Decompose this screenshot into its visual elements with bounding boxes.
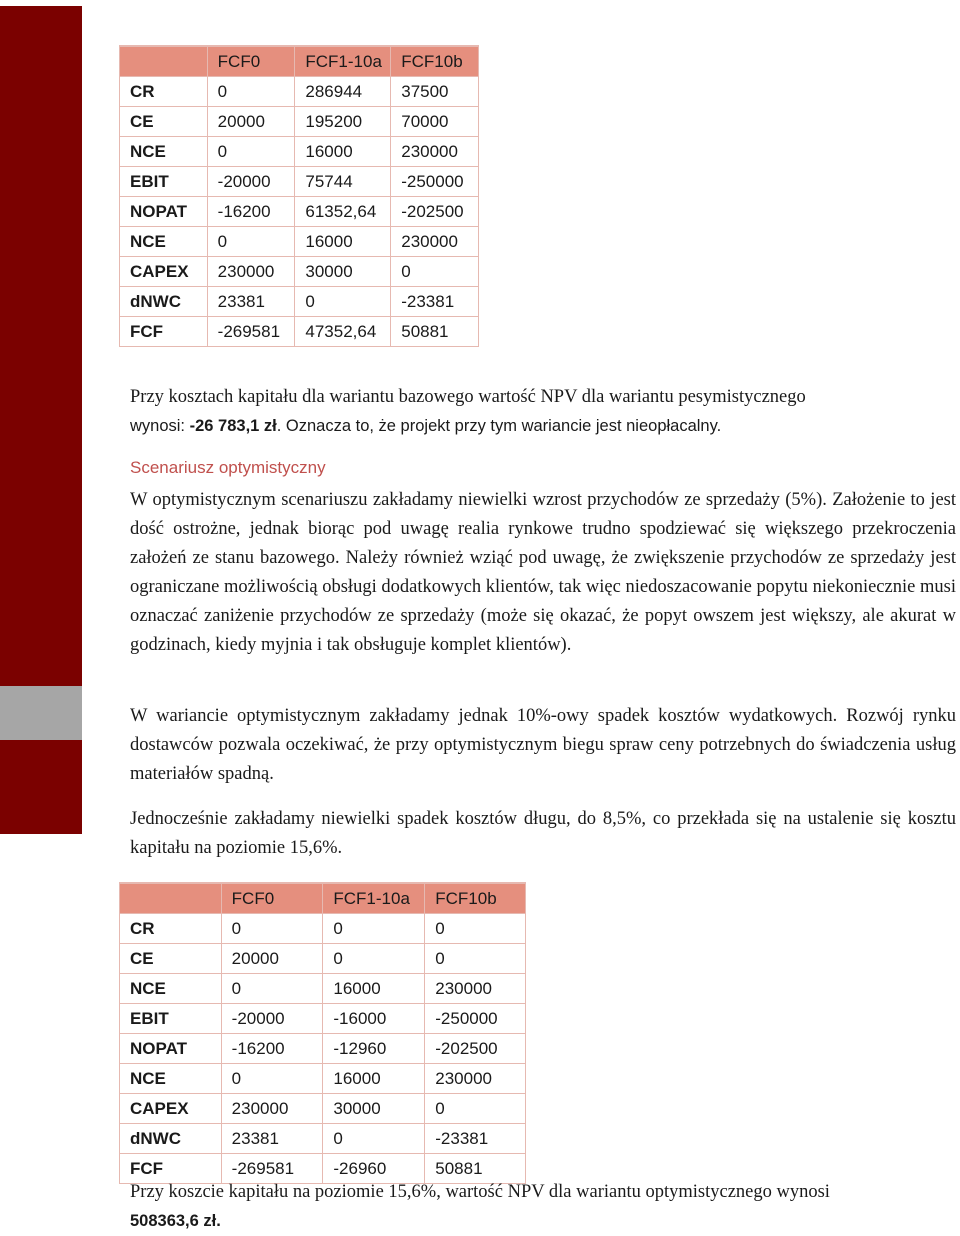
- value-cell: 75744: [295, 167, 391, 197]
- header-cell: FCF10b: [425, 883, 526, 914]
- row-label-cell: CE: [120, 944, 222, 974]
- table-row: [120, 1094, 526, 1124]
- value-cell: 0: [221, 974, 323, 1004]
- paragraph-line: [130, 412, 956, 441]
- value-cell: 20000: [221, 944, 323, 974]
- npv-optimistic-paragraph: [130, 1178, 956, 1236]
- value-cell: -202500: [391, 197, 479, 227]
- value-cell: 20000: [207, 107, 295, 137]
- header-cell: FCF0: [221, 883, 323, 914]
- table-row: [120, 1064, 526, 1094]
- table-row: [120, 257, 479, 287]
- table-row: [120, 77, 479, 107]
- row-label-cell: NOPAT: [120, 1034, 222, 1064]
- table-row: [120, 914, 526, 944]
- row-label-cell: CE: [120, 107, 208, 137]
- value-cell: 16000: [323, 1064, 425, 1094]
- table-row: [120, 287, 479, 317]
- value-cell: 230000: [391, 227, 479, 257]
- value-cell: 30000: [295, 257, 391, 287]
- value-cell: 0: [323, 914, 425, 944]
- value-cell: -20000: [221, 1004, 323, 1034]
- header-cell: [120, 46, 208, 77]
- value-cell: 16000: [323, 974, 425, 1004]
- row-label-cell: NCE: [120, 974, 222, 1004]
- row-label-cell: CR: [120, 914, 222, 944]
- value-cell: 0: [323, 1124, 425, 1154]
- value-cell: 37500: [391, 77, 479, 107]
- value-cell: 0: [323, 944, 425, 974]
- table-header-row: [120, 883, 526, 914]
- value-cell: 286944: [295, 77, 391, 107]
- row-label-cell: CAPEX: [120, 1094, 222, 1124]
- value-cell: -12960: [323, 1034, 425, 1064]
- row-label-cell: dNWC: [120, 1124, 222, 1154]
- value-cell: 23381: [207, 287, 295, 317]
- header-cell: [120, 883, 222, 914]
- row-label-cell: FCF: [120, 317, 208, 347]
- value-cell: 0: [295, 287, 391, 317]
- value-cell: 0: [425, 914, 526, 944]
- value-cell: 30000: [323, 1094, 425, 1124]
- npv-value: -26 783,1 zł: [189, 417, 277, 435]
- table-row: [120, 197, 479, 227]
- value-cell: 230000: [207, 257, 295, 287]
- value-cell: 23381: [221, 1124, 323, 1154]
- table-row: [120, 1124, 526, 1154]
- value-cell: -20000: [207, 167, 295, 197]
- paragraph-line: Przy koszcie kapitału na poziomie 15,6%, wartość NPV dla wariantu optymistycznego wynosi: [130, 1182, 830, 1202]
- table-row: [120, 974, 526, 1004]
- value-cell: -23381: [391, 287, 479, 317]
- fcf-table-pessimistic: [119, 45, 479, 347]
- header-cell: FCF0: [207, 46, 295, 77]
- value-cell: -269581: [221, 1154, 323, 1184]
- npv-value: 508363,6 zł.: [130, 1212, 221, 1230]
- paragraph-line: Przy kosztach kapitału dla wariantu bazowego wartość NPV dla wariantu pesymistycznego: [130, 387, 806, 407]
- row-label-cell: FCF: [120, 1154, 222, 1184]
- value-cell: -250000: [425, 1004, 526, 1034]
- value-cell: 50881: [391, 317, 479, 347]
- optimistic-paragraph-1: W optymistycznym scenariuszu zakładamy niewielki wzrost przychodów ze sprzedaży (5%). Założenie to jest dość ostrożne, jednak biorąc pod uwagę realia rynkowe trudno spodziewać się większego przekroczenia założeń ze stanu bazowego. Należy również wziąć pod uwagę, że zwiększenie przychodów ze sprzedaży jest ograniczane możliwością obsługi dodatkowych klientów, tak więc niedoszacowanie popytu niekoniecznie musi oznaczać zaniżenie przychodów ze sprzedaży (może się okazać, że popyt owszem jest większy, ale akurat w godzinach, kiedy myjnia i tak obsługuje komplet klientów).: [130, 490, 956, 655]
- value-cell: 195200: [295, 107, 391, 137]
- row-label-cell: EBIT: [120, 1004, 222, 1034]
- value-cell: -23381: [425, 1124, 526, 1154]
- value-cell: 0: [207, 77, 295, 107]
- value-cell: 230000: [425, 974, 526, 1004]
- row-label-cell: EBIT: [120, 167, 208, 197]
- value-cell: 230000: [425, 1064, 526, 1094]
- header-cell: FCF1-10a: [295, 46, 391, 77]
- value-cell: 0: [207, 137, 295, 167]
- table-row: [120, 1034, 526, 1064]
- value-cell: -16200: [207, 197, 295, 227]
- fcf-table-optimistic: [119, 882, 526, 1184]
- value-cell: 230000: [391, 137, 479, 167]
- table-row: [120, 227, 479, 257]
- row-label-cell: dNWC: [120, 287, 208, 317]
- value-cell: 47352,64: [295, 317, 391, 347]
- npv-pessimistic-paragraph: [130, 383, 956, 441]
- row-label-cell: NCE: [120, 1064, 222, 1094]
- sidebar-accent: [0, 686, 82, 740]
- table-row: [120, 317, 479, 347]
- table-row: [120, 137, 479, 167]
- value-cell: 16000: [295, 227, 391, 257]
- table-row: [120, 1004, 526, 1034]
- row-label-cell: NCE: [120, 227, 208, 257]
- optimistic-paragraph-3: Jednocześnie zakładamy niewielki spadek kosztów długu, do 8,5%, co przekłada się na ustalenie się kosztu kapitału na poziomie 15,6%.: [130, 809, 956, 858]
- table-row: [120, 167, 479, 197]
- optimistic-paragraph-2: W wariancie optymistycznym zakładamy jednak 10%-owy spadek kosztów wydatkowych. Rozwój rynku dostawców pozwala oczekiwać, że przy optymistycznym biegu spraw ceny potrzebnych do świadczenia usług materiałów spadną.: [130, 706, 956, 784]
- table-row: [120, 107, 479, 137]
- value-cell: 0: [221, 1064, 323, 1094]
- value-cell: 50881: [425, 1154, 526, 1184]
- table-header-row: [120, 46, 479, 77]
- value-cell: 0: [391, 257, 479, 287]
- value-cell: -16000: [323, 1004, 425, 1034]
- value-cell: 70000: [391, 107, 479, 137]
- value-cell: 0: [221, 914, 323, 944]
- value-cell: 230000: [221, 1094, 323, 1124]
- section-heading: Scenariusz optymistyczny: [130, 458, 326, 477]
- value-cell: 0: [207, 227, 295, 257]
- header-cell: FCF10b: [391, 46, 479, 77]
- table-row: [120, 944, 526, 974]
- npv-prefix: wynosi:: [130, 417, 190, 435]
- row-label-cell: NCE: [120, 137, 208, 167]
- value-cell: 16000: [295, 137, 391, 167]
- paragraph-line: [130, 1207, 956, 1236]
- row-label-cell: CR: [120, 77, 208, 107]
- value-cell: -202500: [425, 1034, 526, 1064]
- value-cell: 61352,64: [295, 197, 391, 227]
- npv-suffix: . Oznacza to, że projekt przy tym wariancie jest nieopłacalny.: [276, 417, 722, 435]
- value-cell: 0: [425, 944, 526, 974]
- row-label-cell: NOPAT: [120, 197, 208, 227]
- value-cell: 0: [425, 1094, 526, 1124]
- row-label-cell: CAPEX: [120, 257, 208, 287]
- value-cell: -16200: [221, 1034, 323, 1064]
- value-cell: -250000: [391, 167, 479, 197]
- value-cell: -26960: [323, 1154, 425, 1184]
- value-cell: -269581: [207, 317, 295, 347]
- header-cell: FCF1-10a: [323, 883, 425, 914]
